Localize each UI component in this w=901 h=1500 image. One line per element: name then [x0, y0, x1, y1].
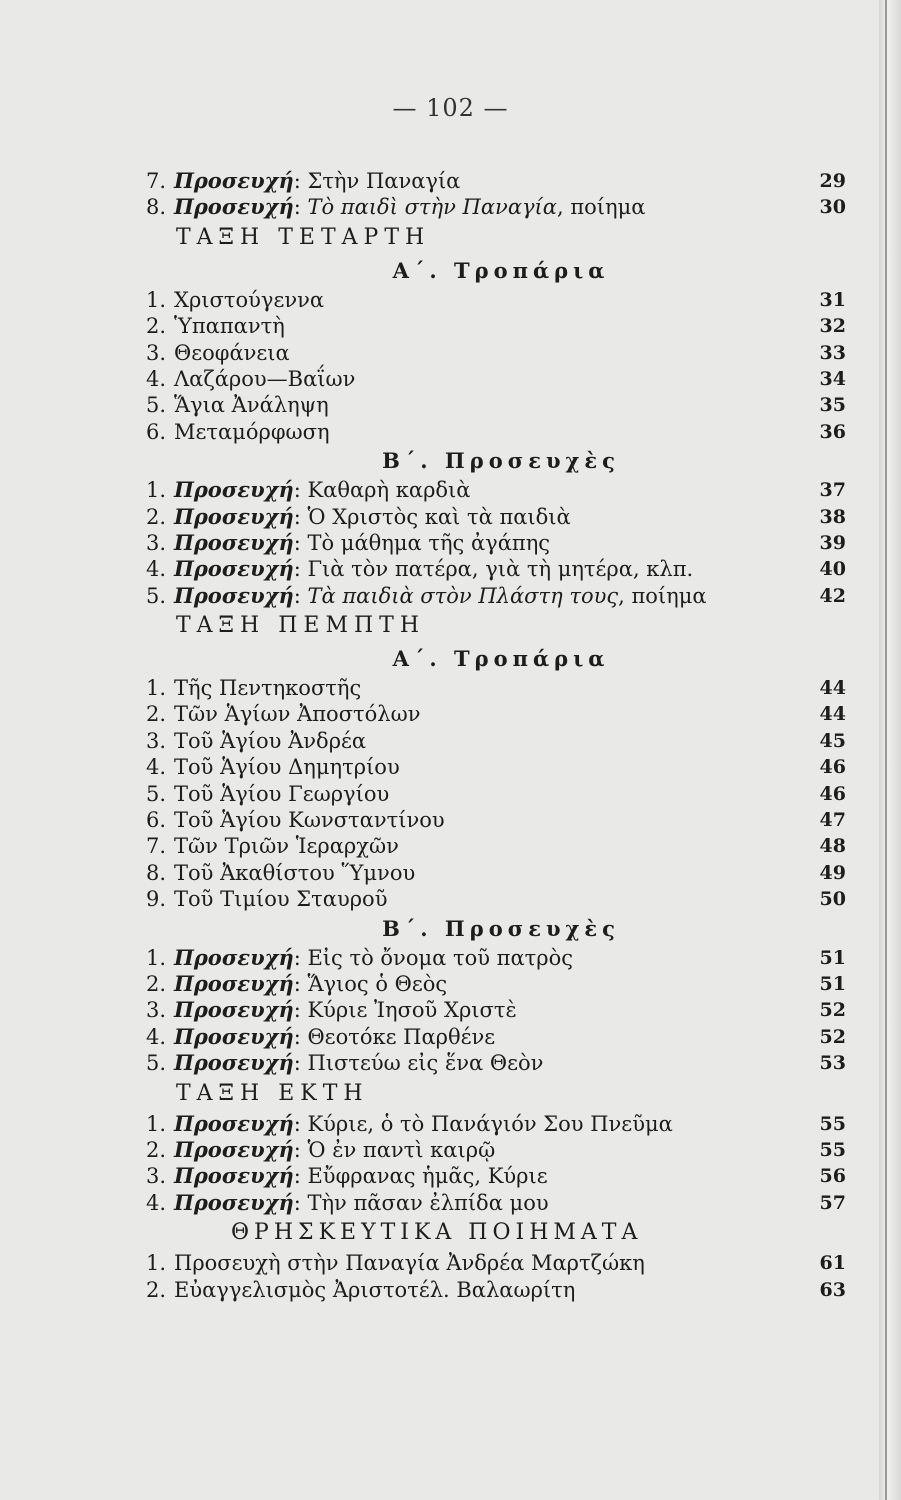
entry-title: : Τὸ μάθημα τῆς ἀγάπης	[293, 530, 551, 555]
entry-number: 2.	[146, 971, 167, 996]
entry-title: : Εἰς τὸ ὄνομα τοῦ πατρὸς	[293, 945, 574, 970]
entry-number: 6.	[146, 419, 167, 444]
entry-page-number: 37	[819, 479, 846, 502]
entry-title: Μεταμόρφωση	[174, 419, 330, 444]
entry-number: 3.	[146, 1164, 167, 1189]
entry-lead: Προσευχή	[174, 1110, 294, 1136]
entry-number: 2.	[146, 1277, 167, 1302]
entry-number: 2.	[146, 702, 167, 727]
toc-entry	[146, 392, 846, 418]
entry-page-number: 52	[819, 999, 846, 1022]
entry-page-number: 35	[819, 394, 846, 417]
toc-entry	[146, 1050, 846, 1076]
toc-entry	[146, 313, 846, 339]
toc-entry	[146, 1163, 846, 1189]
entry-page-number: 46	[819, 756, 846, 779]
entry-number: 3.	[146, 728, 167, 753]
page-edge	[879, 0, 901, 1500]
toc-entry	[146, 754, 846, 780]
entry-title: Τοῦ Ἁγίου Δημητρίου	[174, 755, 400, 780]
entry-page-number: 56	[819, 1165, 846, 1188]
toc-entry	[146, 1250, 846, 1276]
entry-title: Τοῦ Ἁγίου Κωνσταντίνου	[174, 808, 445, 833]
entry-title: : Θεοτόκε Παρθένε	[293, 1024, 496, 1049]
toc-entry	[146, 194, 846, 220]
entry-title-italic: Τὰ παιδιὰ στὸν Πλάστη τους	[307, 583, 619, 608]
entry-page-number: 55	[819, 1138, 846, 1161]
entry-title: : Ἅγιος ὁ Θεὸς	[293, 971, 448, 996]
page-number: — 102 —	[392, 94, 509, 122]
entry-page-number: 61	[819, 1252, 846, 1275]
entry-number: 7.	[146, 169, 167, 193]
toc-entry	[146, 807, 846, 833]
entry-title-tail: , ποίημα	[618, 583, 707, 608]
entry-number: 2.	[146, 504, 167, 529]
entry-title: Τοῦ Ἁγίου Γεωργίου	[174, 781, 390, 806]
table-of-contents	[146, 168, 846, 1303]
entry-page-number: 29	[819, 170, 846, 192]
toc-entry	[146, 477, 846, 503]
entry-number: 3.	[146, 340, 167, 365]
entry-page-number: 50	[819, 888, 846, 911]
entry-page-number: 42	[819, 584, 846, 607]
entry-page-number: 31	[819, 288, 846, 311]
toc-entry	[146, 997, 846, 1023]
entry-title: : Στὴν Παναγία	[293, 169, 461, 193]
entry-title: : Τὴν πᾶσαν ἐλπίδα μου	[293, 1190, 549, 1215]
entry-page-number: 57	[819, 1191, 846, 1214]
entry-title: Τῆς Πεντηκοστῆς	[174, 676, 362, 701]
entry-lead: Προσευχή	[174, 970, 294, 996]
entry-title: Θεοφάνεια	[174, 340, 290, 365]
entry-title: : Ὁ Χριστὸς καὶ τὰ παιδιὰ	[293, 504, 571, 529]
toc-entry	[146, 530, 846, 556]
entry-title: Προσευχὴ στὴν Παναγία Ἀνδρέα Μαρτζώκη	[174, 1251, 645, 1276]
toc-entry	[146, 971, 846, 997]
entry-page-number: 36	[819, 420, 846, 443]
entry-lead: Προσευχή	[174, 556, 294, 582]
entry-number: 2.	[146, 1137, 167, 1162]
entry-number: 4.	[146, 557, 167, 582]
entry-title: Ὑπαπαντὴ	[174, 314, 285, 339]
entry-number: 5.	[146, 393, 167, 418]
entry-number: 3.	[146, 530, 167, 555]
entry-title-tail: , ποίημα	[556, 195, 646, 220]
entry-title: : Ὁ ἐν παντὶ καιρῷ	[293, 1137, 496, 1162]
subsection-heading: Α΄. Τροπάρια	[392, 257, 610, 283]
entry-page-number: 33	[819, 341, 846, 364]
entry-number: 6.	[146, 808, 167, 833]
toc-entry	[146, 1024, 846, 1050]
entry-number: 1.	[146, 1111, 167, 1136]
entry-title: : Γιὰ τὸν πατέρα, γιὰ τὴ μητέρα, κλπ.	[293, 557, 694, 582]
entry-number: 9.	[146, 887, 167, 912]
toc-entry	[146, 860, 846, 886]
entry-title-italic: Τὸ παιδὶ στὴν Παναγία	[307, 195, 557, 220]
entry-title: Ἅγια Ἀνάληψη	[174, 393, 329, 418]
entry-title: : Εὔφρανας ἡμᾶς, Κύριε	[293, 1164, 548, 1189]
entry-lead: Προσευχή	[174, 477, 294, 503]
entry-number: 4.	[146, 1190, 167, 1215]
toc-entry	[146, 781, 846, 807]
entry-page-number: 51	[819, 946, 846, 969]
entry-title: : Κύριε, ὁ τὸ Πανάγιόν Σου Πνεῦμα	[293, 1111, 673, 1136]
entry-lead: Προσευχή	[174, 997, 294, 1023]
entry-number: 1.	[146, 676, 167, 701]
entry-lead: Προσευχή	[174, 1189, 294, 1215]
entry-number: 1.	[146, 478, 167, 503]
toc-entry	[146, 833, 846, 859]
entry-title: : Κύριε Ἰησοῦ Χριστὲ	[293, 998, 517, 1023]
entry-page-number: 51	[819, 972, 846, 995]
entry-page-number: 63	[819, 1278, 846, 1301]
entry-lead: Προσευχή	[174, 194, 294, 220]
toc-entry	[146, 886, 846, 912]
subsection-heading: Β΄. Προσευχὲς	[382, 448, 620, 474]
entry-page-number: 47	[819, 809, 846, 832]
entry-page-number: 38	[819, 505, 846, 528]
toc-entry	[146, 366, 846, 392]
entry-page-number: 32	[819, 315, 846, 338]
entry-lead: Προσευχή	[174, 582, 294, 608]
entry-title: :	[293, 195, 308, 220]
entry-lead: Προσευχή	[174, 1163, 294, 1189]
toc-entry	[146, 583, 846, 609]
entry-page-number: 55	[819, 1112, 846, 1135]
toc-entry	[146, 701, 846, 727]
section-heading: ΘΡΗΣΚΕΥΤΙΚΑ ΠΟΙΗΜΑΤΑ	[231, 1220, 643, 1246]
entry-title: Τοῦ Ἁγίου Ἀνδρέα	[174, 728, 367, 753]
entry-page-number: 30	[819, 196, 846, 219]
subsection-heading: Β΄. Προσευχὲς	[382, 915, 620, 941]
entry-page-number: 48	[819, 835, 846, 858]
entry-title: : Καθαρὴ καρδιὰ	[293, 478, 471, 503]
toc-entry	[146, 340, 846, 366]
toc-entry	[146, 504, 846, 530]
section-heading: ΤΑΞΗ ΠΕΜΠΤΗ	[176, 613, 426, 639]
toc-entry	[146, 675, 846, 701]
entry-title: Εὐαγγελισμὸς Ἀριστοτέλ. Βαλαωρίτη	[174, 1277, 576, 1302]
entry-number: 8.	[146, 860, 167, 885]
entry-title: Τοῦ Τιμίου Σταυροῦ	[174, 887, 388, 912]
entry-number: 3.	[146, 998, 167, 1023]
entry-page-number: 44	[819, 703, 846, 726]
entry-page-number: 39	[819, 531, 846, 554]
toc-entry	[146, 556, 846, 582]
entry-lead: Προσευχή	[174, 503, 294, 529]
entry-title: :	[293, 583, 308, 608]
entry-page-number: 40	[819, 558, 846, 581]
entry-title: Τῶν Ἁγίων Ἀποστόλων	[174, 702, 421, 727]
toc-entry	[146, 1137, 846, 1163]
entry-number: 8.	[146, 195, 167, 220]
entry-page-number: 44	[819, 677, 846, 700]
entry-title: : Πιστεύω εἰς ἕνα Θεὸν	[293, 1051, 544, 1076]
entry-number: 4.	[146, 366, 167, 391]
entry-number: 4.	[146, 1024, 167, 1049]
entry-page-number: 45	[819, 729, 846, 752]
entry-number: 5.	[146, 1051, 167, 1076]
toc-entry	[146, 1190, 846, 1216]
entry-page-number: 53	[819, 1052, 846, 1075]
entry-number: 1.	[146, 1251, 167, 1276]
toc-entry	[146, 419, 846, 445]
entry-number: 4.	[146, 755, 167, 780]
entry-lead: Προσευχή	[174, 1050, 294, 1076]
entry-lead: Προσευχή	[174, 529, 294, 555]
entry-lead: Προσευχή	[174, 944, 294, 970]
toc-entry	[146, 1111, 846, 1137]
subsection-heading: Α΄. Τροπάρια	[392, 646, 610, 672]
toc-entry	[146, 168, 846, 194]
toc-entry	[146, 945, 846, 971]
entry-number: 7.	[146, 834, 167, 859]
section-heading: ΤΑΞΗ ΕΚΤΗ	[176, 1080, 369, 1106]
entry-page-number: 52	[819, 1025, 846, 1048]
entry-number: 2.	[146, 314, 167, 339]
toc-entry	[146, 728, 846, 754]
toc-entry	[146, 1277, 846, 1303]
entry-lead: Προσευχή	[174, 1023, 294, 1049]
entry-number: 1.	[146, 945, 167, 970]
entry-title: Τοῦ Ἀκαθίστου Ὕμνου	[174, 860, 416, 885]
entry-lead: Προσευχή	[174, 168, 294, 193]
entry-title: Χριστούγεννα	[174, 287, 325, 312]
entry-number: 1.	[146, 287, 167, 312]
entry-number: 5.	[146, 583, 167, 608]
entry-number: 5.	[146, 781, 167, 806]
entry-page-number: 49	[819, 861, 846, 884]
section-heading: ΤΑΞΗ ΤΕΤΑΡΤΗ	[176, 224, 431, 250]
entry-page-number: 34	[819, 367, 846, 390]
entry-lead: Προσευχή	[174, 1136, 294, 1162]
entry-title: Λαζάρου—Βαΐων	[174, 366, 356, 391]
toc-entry	[146, 287, 846, 313]
entry-title: Τῶν Τριῶν Ἱεραρχῶν	[174, 834, 399, 859]
entry-page-number: 46	[819, 782, 846, 805]
